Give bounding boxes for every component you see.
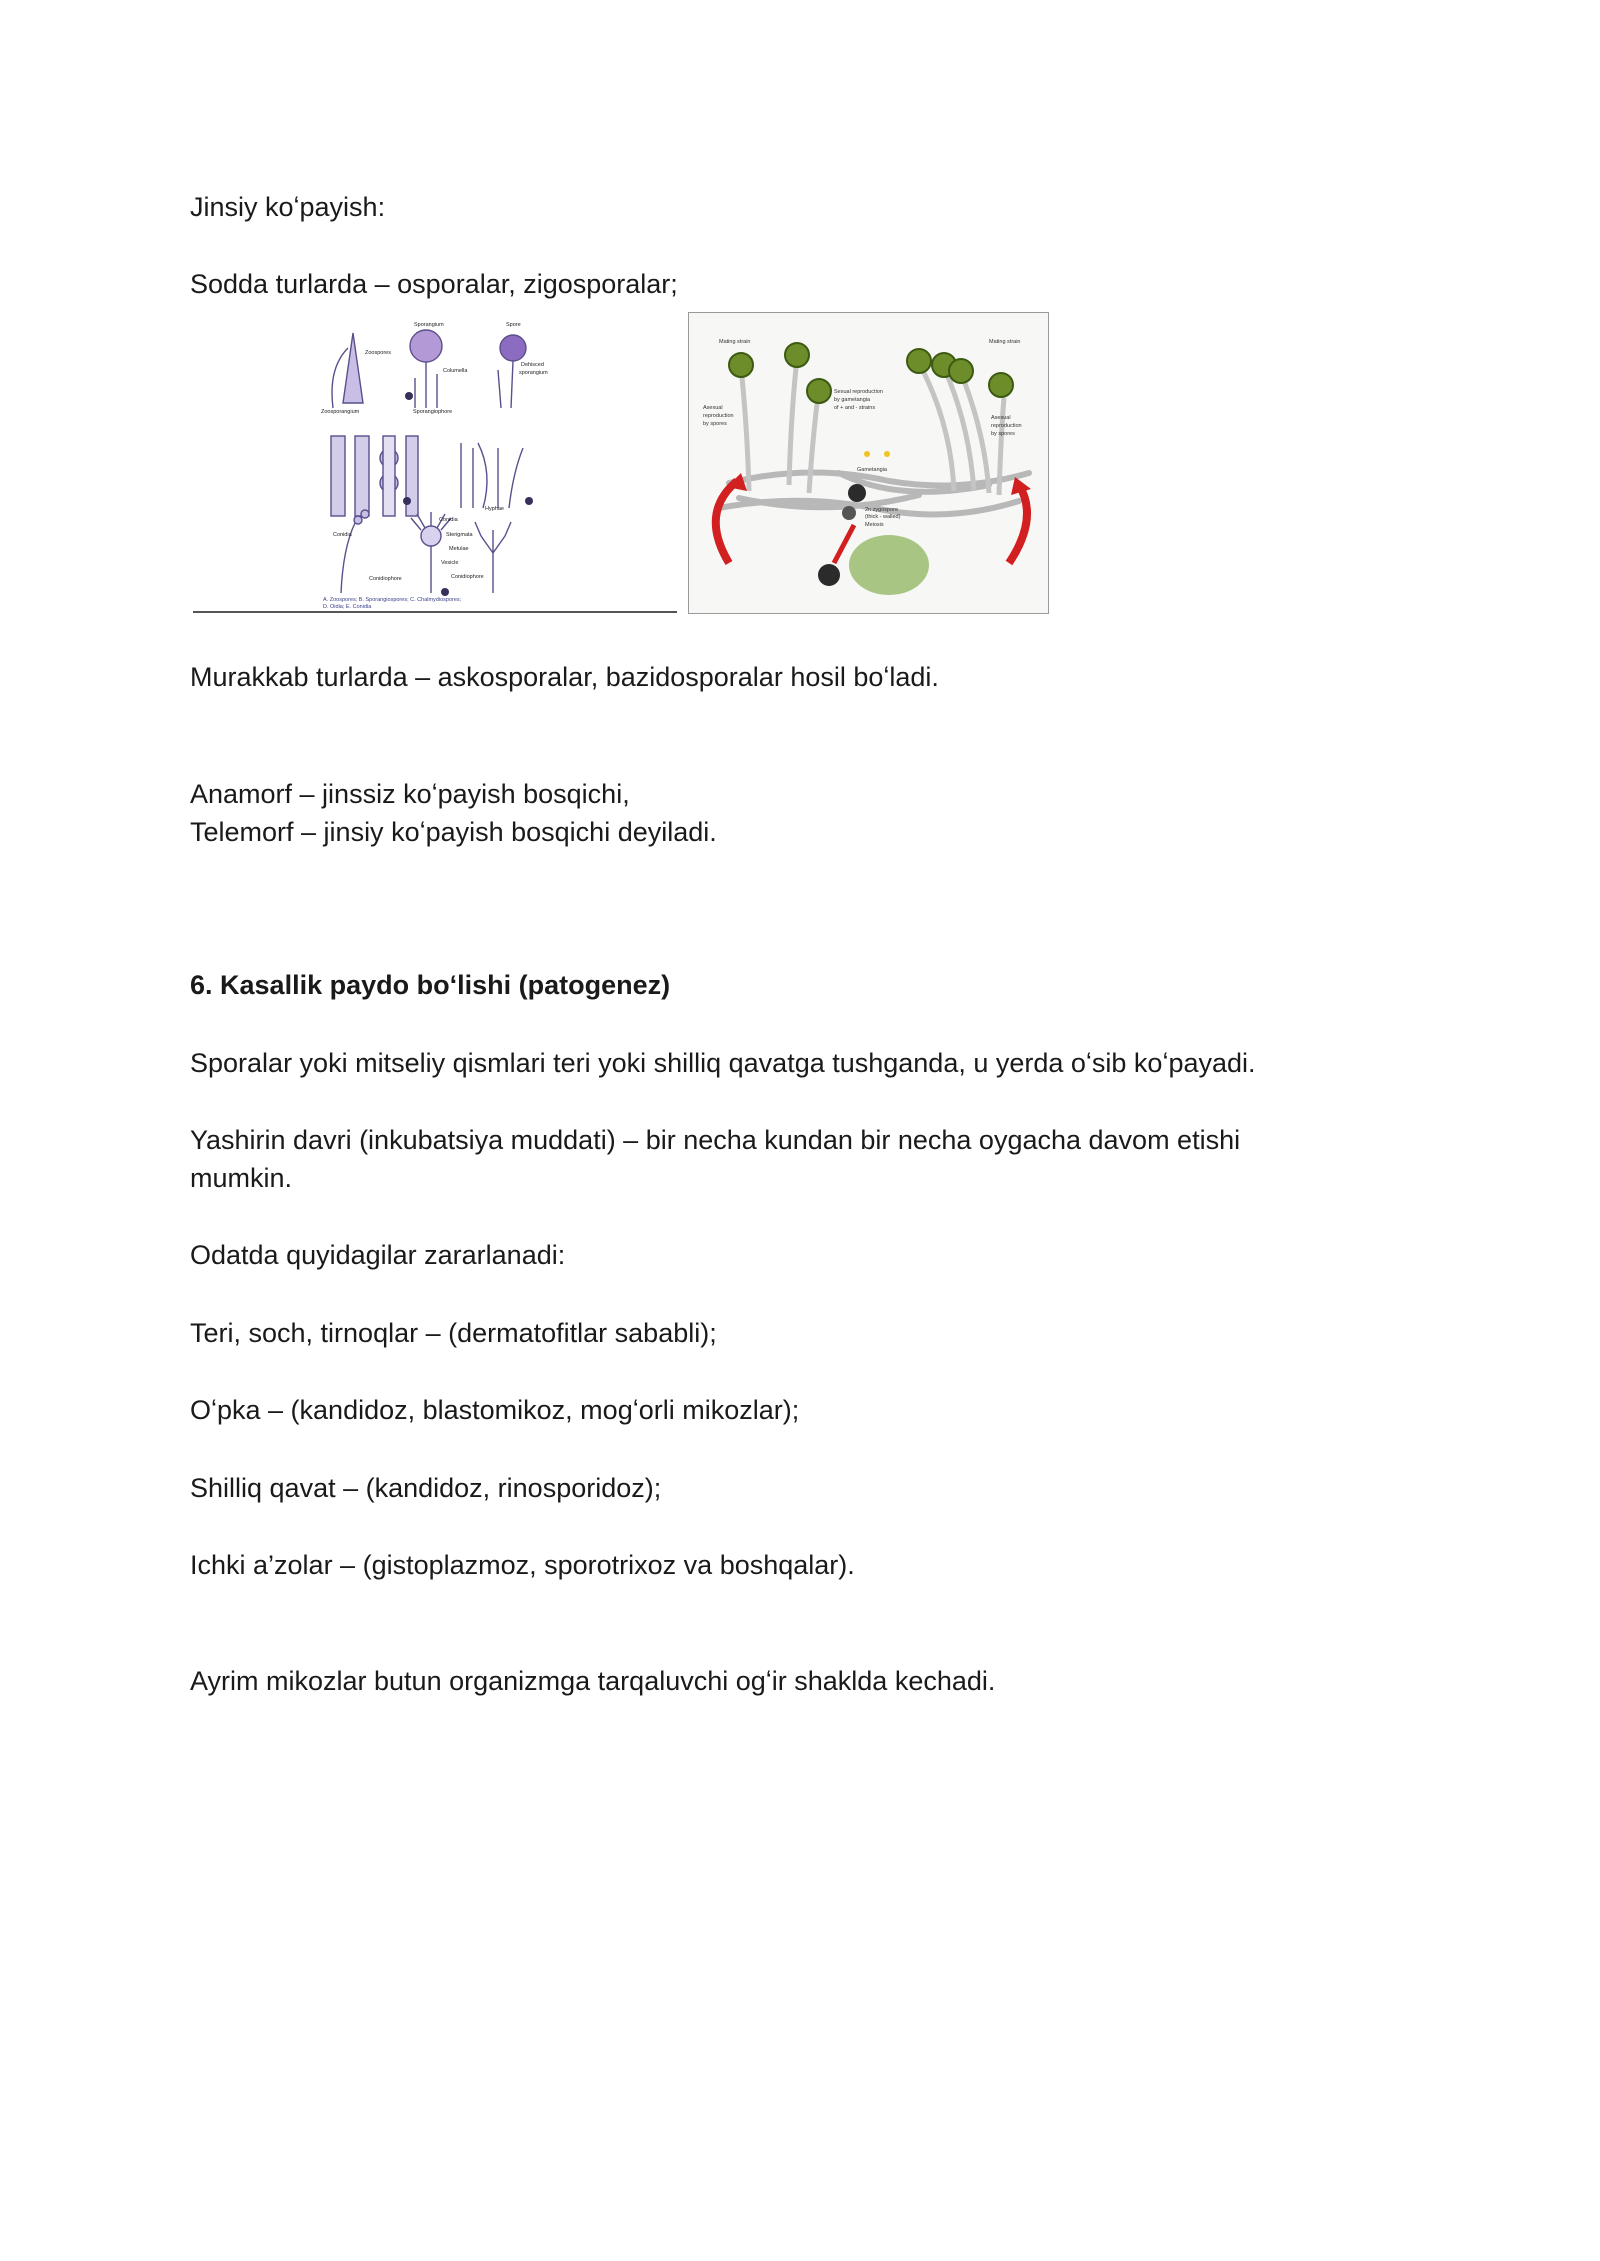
paragraph-simple-types: Sodda turlarda – osporalar, zigosporalar;: [190, 269, 678, 299]
spore-types-figure: [193, 308, 677, 613]
label-zoospores: Zoospores: [365, 350, 391, 356]
label-mating-strain-right: Mating strain: [989, 339, 1021, 345]
paragraph-mucosa: Shilliq qavat – (kandidoz, rinosporidoz);: [190, 1473, 662, 1503]
label-mating-strain-left: Mating strain: [719, 339, 751, 345]
label-sterigmata: Sterigmata: [446, 532, 473, 538]
paragraph-incubation-line-1: Yashirin davri (inkubatsiya muddati) – bir necha kundan bir necha oygacha davom etishi: [190, 1125, 1241, 1155]
life-cycle-figure: [688, 312, 1049, 614]
spore-types-drawing: [193, 308, 677, 611]
label-asexual-left-1: Asexual: [703, 405, 723, 411]
label-sexual-1: Sexual reproduction: [834, 389, 883, 395]
label-zoosporangium: Zoosporangium: [321, 409, 360, 415]
figure-caption-line-1: A. Zoospores; B. Sporangiospores; C. Chalmydiospores;: [323, 597, 462, 603]
paragraph-affected-intro: Odatda quyidagilar zararlanadi:: [190, 1240, 566, 1270]
paragraph-complex-types: Murakkab turlarda – askosporalar, bazidosporalar hosil boʻladi.: [190, 662, 939, 692]
label-asexual-right-3: by spores: [991, 431, 1015, 437]
section-heading-pathogenesis: 6. Kasallik paydo boʻlishi (patogenez): [190, 970, 671, 1000]
label-sexual-3: of + and - strains: [834, 405, 876, 411]
paragraph-skin: Teri, soch, tirnoqlar – (dermatofitlar sababli);: [190, 1318, 717, 1348]
label-zygospore-1: 2n zygospore: [865, 507, 899, 513]
paragraph-systemic-mycoses: Ayrim mikozlar butun organizmga tarqaluvchi ogʻir shaklda kechadi.: [190, 1666, 996, 1696]
label-asexual-right-2: reproduction: [991, 423, 1022, 429]
paragraph-spores-penetration: Sporalar yoki mitseliy qismlari teri yoki shilliq qavatga tushganda, u yerda oʻsib koʻpayadi.: [190, 1048, 1256, 1078]
paragraph-anamorph: Anamorf – jinssiz koʻpayish bosqichi,: [190, 779, 630, 809]
label-dehisced: Dehisced: [521, 362, 544, 368]
paragraph-incubation-line-2: mumkin.: [190, 1163, 293, 1193]
label-asexual-right-1: Asexual: [991, 415, 1011, 421]
paragraph-sexual-reproduction: Jinsiy koʻpayish:: [190, 192, 386, 222]
label-conidiophore-right: Conidiophore: [451, 574, 484, 580]
label-zygospore-2: (thick - walled): [865, 514, 901, 520]
label-hyphae: Hyphae: [485, 506, 504, 512]
label-conidia-top: Conidia: [439, 517, 458, 523]
label-sporangium: Sporangium: [414, 322, 444, 328]
label-sporangiophore: Sporangiophore: [413, 409, 453, 415]
figure-caption-line-2: D. Oidia; E. Conidia: [323, 604, 372, 610]
paragraph-lungs: Oʻpka – (kandidoz, blastomikoz, mogʻorli mikozlar);: [190, 1395, 800, 1425]
label-asexual-left-3: by spores: [703, 421, 727, 427]
label-sexual-2: by gametangia: [834, 397, 871, 403]
label-dehisced-sporangium: sporangium: [519, 370, 548, 376]
label-asexual-left-2: reproduction: [703, 413, 734, 419]
label-vesicle: Vesicle: [441, 560, 459, 566]
label-meiosis: Meiosis: [865, 522, 884, 528]
label-conidia-left: Conidia: [333, 532, 352, 538]
label-metulae: Metulae: [449, 546, 469, 552]
paragraph-teleomorph: Telemorf – jinsiy koʻpayish bosqichi deyiladi.: [190, 817, 717, 847]
life-cycle-drawing: [689, 313, 1048, 613]
label-conidiophore-left: Conidiophore: [369, 576, 402, 582]
label-columella: Columella: [443, 368, 468, 374]
label-gametangia: Gametangia: [857, 467, 887, 473]
label-spore: Spore: [506, 322, 521, 328]
paragraph-internal-organs: Ichki a’zolar – (gistoplazmoz, sporotrixoz va boshqalar).: [190, 1550, 855, 1580]
